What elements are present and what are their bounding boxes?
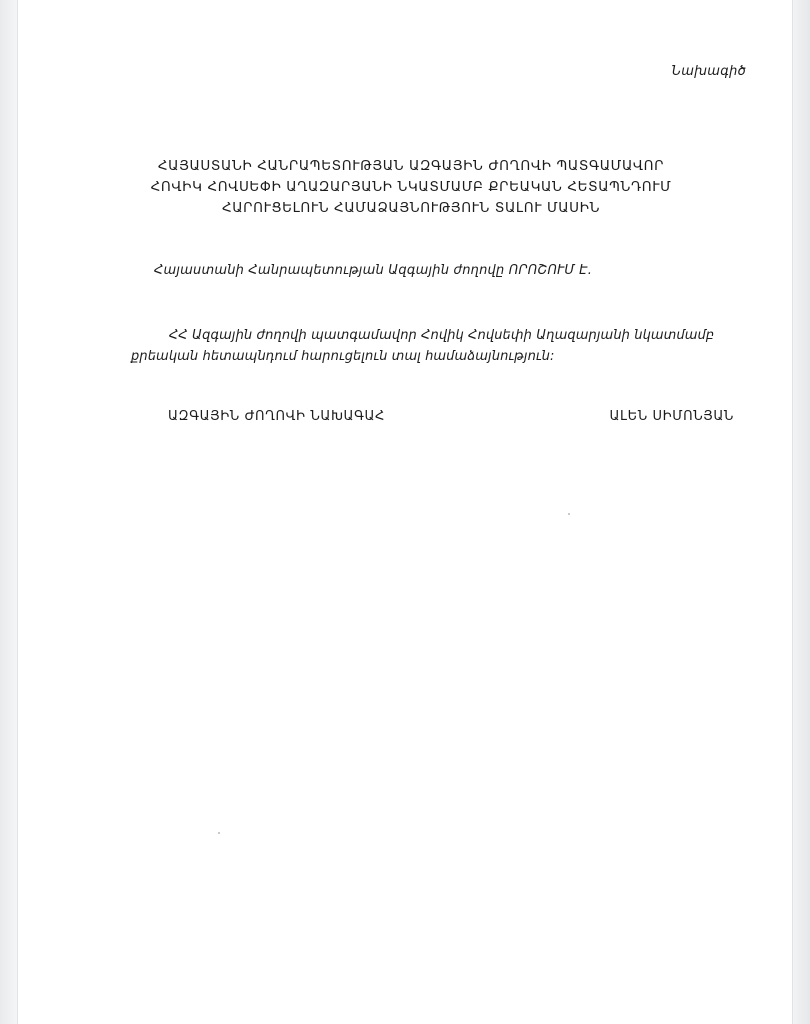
paper-speck <box>218 832 220 834</box>
title-line-1: ՀԱՅԱՍՏԱՆԻ ՀԱՆՐԱՊԵՏՈՒԹՅԱՆ ԱԶԳԱՅԻՆ ԺՈՂՈՎԻ ՊԱՏԳԱՄԱՎՈՐ <box>157 158 665 174</box>
resolution-body-line-2: քրեական հետապնդում հարուցելուն տալ համաձայնություն: <box>131 349 555 364</box>
draft-label: Նախագիծ <box>671 64 746 79</box>
resolution-body <box>131 325 759 367</box>
resolution-intro: Հայաստանի Հանրապետության Ազգային ժողովը ՈՐՈՇՈՒՄ Է. <box>154 263 593 278</box>
page-edge-right <box>792 0 810 1024</box>
document-title <box>88 156 734 219</box>
signature-position: ԱԶԳԱՅԻՆ ԺՈՂՈՎԻ ՆԱԽԱԳԱՀ <box>168 409 385 424</box>
title-line-3: ՀԱՐՈՒՑԵԼՈՒՆ ՀԱՄԱՁԱՅՆՈՒԹՅՈՒՆ ՏԱԼՈՒ ՄԱՍԻՆ <box>221 200 601 216</box>
document-page <box>18 0 792 1024</box>
title-line-2: ՀՈՎԻԿ ՀՈՎՍԵՓԻ ԱՂԱԶԱՐՅԱՆԻ ՆԿԱՏՄԱՄԲ ՔՐԵԱԿԱՆ ՀԵՏԱՊՆԴՈՒՄ <box>150 179 672 195</box>
signature-name: ԱԼԵՆ ՍԻՄՈՆՅԱՆ <box>609 409 734 424</box>
paper-speck <box>568 513 570 515</box>
resolution-body-line-1: ՀՀ Ազգային ժողովի պատգամավոր Հովիկ Հովսեփի Աղազարյանի նկատմամբ <box>169 328 715 343</box>
page-edge-left <box>0 0 18 1024</box>
